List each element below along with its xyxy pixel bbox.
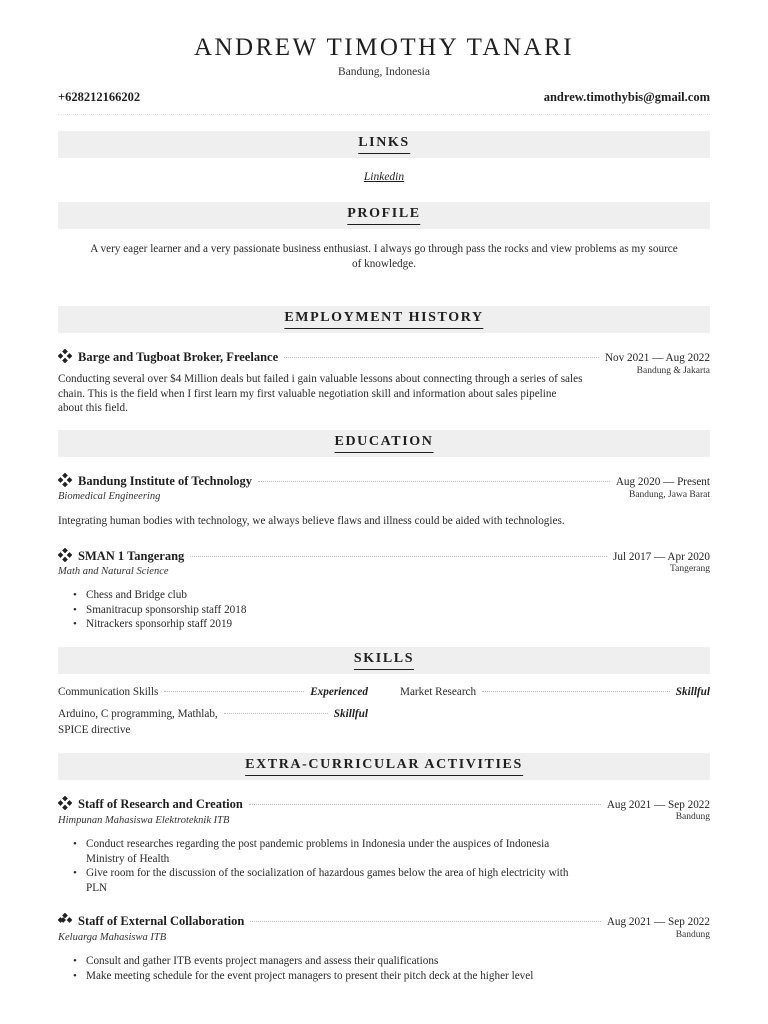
school-location: Tangerang bbox=[670, 564, 710, 574]
list-item-line: Ministry of Health bbox=[86, 852, 170, 865]
header-divider bbox=[58, 114, 710, 115]
section-header-education bbox=[58, 430, 710, 457]
list-item: • Smanitracup sponsorship staff 2018 bbox=[86, 603, 246, 618]
leader-dots bbox=[258, 481, 610, 482]
skill-name: Market Research bbox=[400, 686, 477, 698]
activity-role: Staff of External Collaboration bbox=[78, 914, 245, 928]
skill-row bbox=[400, 686, 710, 698]
leader-dots bbox=[224, 713, 328, 714]
desc-line: about this field. bbox=[58, 402, 128, 414]
skill-level: Experienced bbox=[310, 686, 368, 698]
section-header-skills bbox=[58, 647, 710, 674]
school-activities-list bbox=[58, 588, 246, 632]
list-item bbox=[86, 866, 606, 895]
diamond-cluster-icon bbox=[58, 796, 72, 810]
list-item-line: PLN bbox=[86, 881, 108, 894]
skill-level: Skillful bbox=[675, 686, 710, 698]
activity-organization: Himpunan Mahasiswa Elektroteknik ITB bbox=[58, 815, 230, 826]
linkedin-link[interactable]: Linkedin bbox=[363, 171, 405, 183]
candidate-location: Bandung, Indonesia bbox=[338, 66, 430, 78]
education-entry-title bbox=[58, 471, 710, 487]
activity-entry-title bbox=[58, 911, 710, 927]
employment-entry-title bbox=[58, 347, 710, 363]
diamond-cluster-icon bbox=[58, 548, 72, 562]
activity-location: Bandung bbox=[675, 812, 710, 822]
skill-name: Arduino, C programming, Mathlab, bbox=[58, 708, 218, 720]
skill-name-continued: SPICE directive bbox=[58, 724, 131, 736]
desc-line: chain. This is the field when I first learn my first valuable negotiation skill and information about sales pipeline bbox=[58, 387, 557, 400]
job-description bbox=[58, 372, 598, 416]
skill-row bbox=[58, 686, 368, 698]
leader-dots bbox=[284, 357, 599, 358]
section-header-extracurricular bbox=[58, 753, 710, 780]
school-description: Integrating human bodies with technology, we always believe flaws and illness could be aided with technologies. bbox=[58, 515, 565, 527]
list-item: • Make meeting schedule for the event project managers to present their pitch deck at the higher level bbox=[86, 969, 706, 984]
activity-dates: Aug 2021 — Sep 2022 bbox=[606, 916, 710, 928]
diamond-cluster-icon bbox=[58, 913, 72, 927]
list-item: • Nitrackers sponsorhip staff 2019 bbox=[86, 617, 246, 632]
section-title-links: LINKS bbox=[358, 135, 410, 154]
job-dates: Nov 2021 — Aug 2022 bbox=[604, 352, 710, 364]
leader-dots bbox=[249, 804, 601, 805]
activity-role: Staff of Research and Creation bbox=[78, 797, 243, 811]
skill-level: Skillful bbox=[333, 708, 368, 720]
school-name: SMAN 1 Tangerang bbox=[78, 549, 185, 563]
list-item: • Consult and gather ITB events project managers and assess their qualifications bbox=[86, 954, 706, 969]
leader-dots bbox=[482, 691, 670, 692]
section-title-skills: SKILLS bbox=[354, 651, 414, 670]
candidate-name: ANDREW TIMOTHY TANARI bbox=[193, 34, 575, 61]
diamond-cluster-icon bbox=[58, 473, 72, 487]
job-title: Barge and Tugboat Broker, Freelance bbox=[78, 350, 279, 364]
activity-dates: Aug 2021 — Sep 2022 bbox=[606, 799, 710, 811]
profile-summary bbox=[58, 242, 710, 271]
school-location: Bandung, Jawa Barat bbox=[629, 490, 710, 500]
school-dates: Aug 2020 — Present bbox=[615, 476, 710, 488]
section-title-education: EDUCATION bbox=[335, 434, 434, 453]
leader-dots bbox=[250, 921, 601, 922]
list-item-line: • Conduct researches regarding the post pandemic problems in Indonesia under the auspices of Indonesia bbox=[86, 838, 550, 850]
list-item: • Chess and Bridge club bbox=[86, 588, 246, 603]
skill-row bbox=[58, 708, 368, 720]
diamond-cluster-icon bbox=[58, 349, 72, 363]
school-dates: Jul 2017 — Apr 2020 bbox=[613, 551, 710, 563]
section-title-extracurricular: EXTRA-CURRICULAR ACTIVITIES bbox=[245, 757, 523, 776]
section-header-profile bbox=[58, 202, 710, 229]
section-title-employment: EMPLOYMENT HISTORY bbox=[284, 310, 483, 329]
school-program: Math and Natural Science bbox=[58, 566, 169, 577]
section-header-links bbox=[58, 131, 710, 158]
profile-line: A very eager learner and a very passionate business enthusiast. I always go through pass the rocks and view problems as my source bbox=[90, 243, 678, 255]
school-name: Bandung Institute of Technology bbox=[78, 474, 253, 488]
section-header-employment bbox=[58, 306, 710, 333]
skill-name: Communication Skills bbox=[58, 686, 159, 698]
activity-duties-list bbox=[58, 837, 606, 895]
leader-dots bbox=[190, 556, 607, 557]
school-program: Biomedical Engineering bbox=[58, 491, 161, 502]
email-address[interactable]: andrew.timothybis@gmail.com bbox=[543, 90, 710, 104]
education-entry-title bbox=[58, 546, 710, 562]
activity-entry-title bbox=[58, 794, 710, 810]
list-item bbox=[86, 837, 606, 866]
activity-location: Bandung bbox=[675, 930, 710, 940]
activity-duties-list bbox=[58, 954, 706, 983]
leader-dots bbox=[164, 691, 304, 692]
phone-number[interactable]: +628212166202 bbox=[58, 90, 141, 104]
job-location: Bandung & Jakarta bbox=[636, 366, 710, 376]
profile-line: of knowledge. bbox=[351, 257, 416, 270]
list-item-line: • Give room for the discussion of the socialization of hazardous games below the area of high electricity with bbox=[86, 867, 569, 879]
section-title-profile: PROFILE bbox=[347, 206, 420, 225]
activity-organization: Keluarga Mahasiswa ITB bbox=[58, 932, 167, 943]
desc-line: Conducting several over $4 Million deals but failed i gain valuable lessons about connecting through a series of sales bbox=[58, 373, 583, 385]
